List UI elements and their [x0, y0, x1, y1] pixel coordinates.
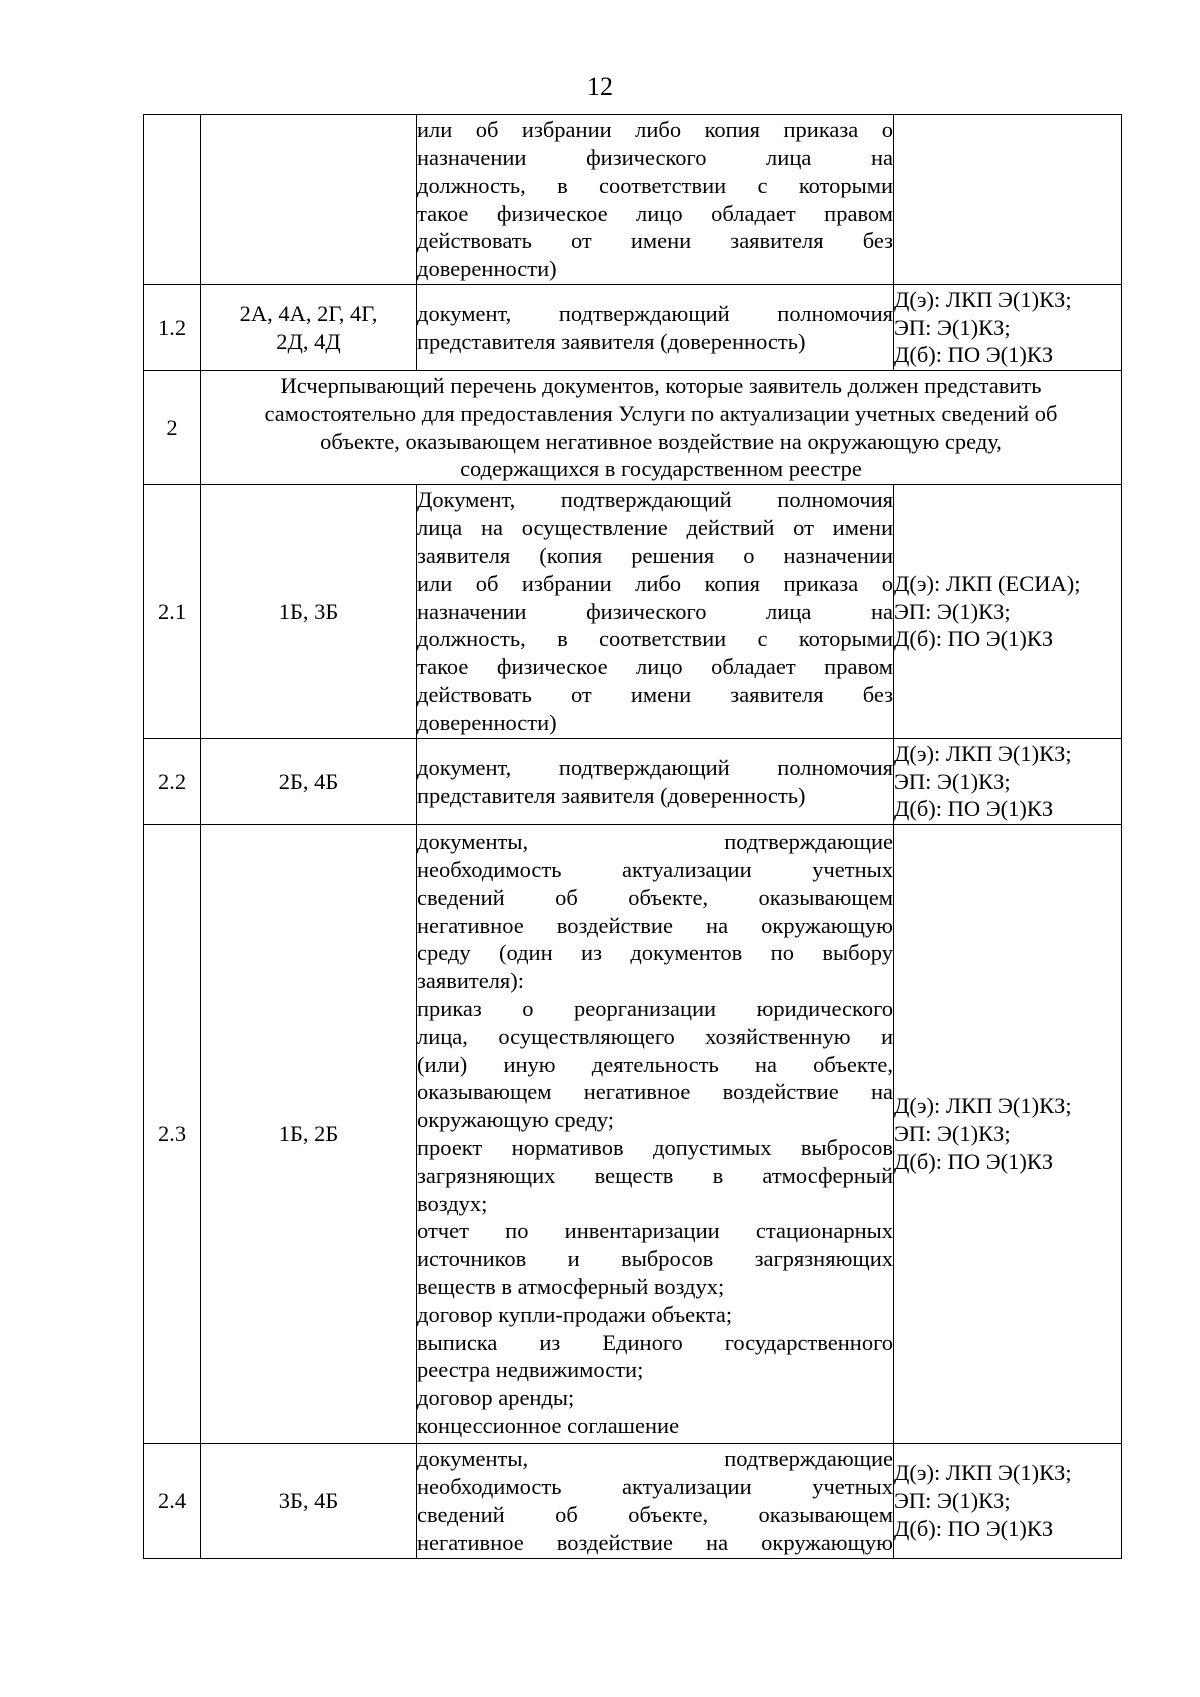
documents-table [143, 114, 1122, 1559]
submission-channels: Д(э): ЛКП (ЕСИА); ЭП: Э(1)КЗ; Д(б): ПО Э(1)КЗ [894, 485, 1122, 739]
row-number: 2.1 [144, 485, 201, 739]
row-number: 2 [144, 371, 201, 485]
table-row [144, 285, 1122, 371]
row-number: 1.2 [144, 285, 201, 371]
table-row [144, 115, 1122, 285]
applicant-codes: 1Б, 2Б [201, 825, 417, 1444]
document-description: или об избрании либо копия приказа о назначении физического лица на должность, в соответствии с которыми такое физическое лицо обладает правом действовать от имени заявителя без доверенности) [417, 115, 894, 285]
submission-channels [894, 115, 1122, 285]
applicant-codes: 1Б, 3Б [201, 485, 417, 739]
applicant-codes: 2А, 4А, 2Г, 4Г, 2Д, 4Д [201, 285, 417, 371]
applicant-codes: 3Б, 4Б [201, 1444, 417, 1559]
row-number [144, 115, 201, 285]
submission-channels: Д(э): ЛКП Э(1)КЗ; ЭП: Э(1)КЗ; Д(б): ПО Э(1)КЗ [894, 1444, 1122, 1559]
row-number: 2.3 [144, 825, 201, 1444]
table-row [144, 825, 1122, 1444]
table-row [144, 1444, 1122, 1559]
document-description: документ, подтверждающий полномочия представителя заявителя (доверенность) [417, 739, 894, 825]
document-description: документы, подтверждающие необходимость актуализации учетных сведений об объекте, оказывающем негативное воздействие на окружающую [417, 1444, 894, 1559]
row-number: 2.4 [144, 1444, 201, 1559]
submission-channels: Д(э): ЛКП Э(1)КЗ; ЭП: Э(1)КЗ; Д(б): ПО Э(1)КЗ [894, 285, 1122, 371]
page-number: 12 [587, 72, 613, 101]
document-description: документ, подтверждающий полномочия представителя заявителя (доверенность) [417, 285, 894, 371]
section-row [144, 371, 1122, 485]
document-description: Документ, подтверждающий полномочия лица на осуществление действий от имени заявителя (копия решения о назначении или об избрании либо копия приказа о назначении физического лица на должность, в соответствии с которыми такое физическое лицо обладает правом действовать от имени заявителя без доверенности) [417, 485, 894, 739]
document-description: документы, подтверждающие необходимость актуализации учетных сведений об объекте, оказывающем негативное воздействие на окружающую среду (один из документов по выбору заявителя): приказ о реорганизации юридического лица, осуществляющего хозяйственную и (или) иную деятельность на объекте, оказывающем негативное воздействие на окружающую среду; проект нормативов допустимых выбросов загрязняющих веществ в атмосферный воздух; отчет по инвентаризации стационарных источников и выбросов загрязняющих веществ в атмосферный воздух; договор купли-продажи объекта; выписка из Единого государственного реестра недвижимости; договор аренды; концессионное соглашение [417, 825, 894, 1444]
table-row [144, 739, 1122, 825]
submission-channels: Д(э): ЛКП Э(1)КЗ; ЭП: Э(1)КЗ; Д(б): ПО Э(1)КЗ [894, 739, 1122, 825]
applicant-codes: 2Б, 4Б [201, 739, 417, 825]
table-row [144, 485, 1122, 739]
applicant-codes [201, 115, 417, 285]
row-number: 2.2 [144, 739, 201, 825]
submission-channels: Д(э): ЛКП Э(1)КЗ; ЭП: Э(1)КЗ; Д(б): ПО Э(1)КЗ [894, 825, 1122, 1444]
section-heading: Исчерпывающий перечень документов, которые заявитель должен представить самостоятельно для предоставления Услуги по актуализации учетных сведений об объекте, оказывающем негативное воздействие на окружающую среду, содержащихся в государственном реестре [201, 371, 1122, 485]
